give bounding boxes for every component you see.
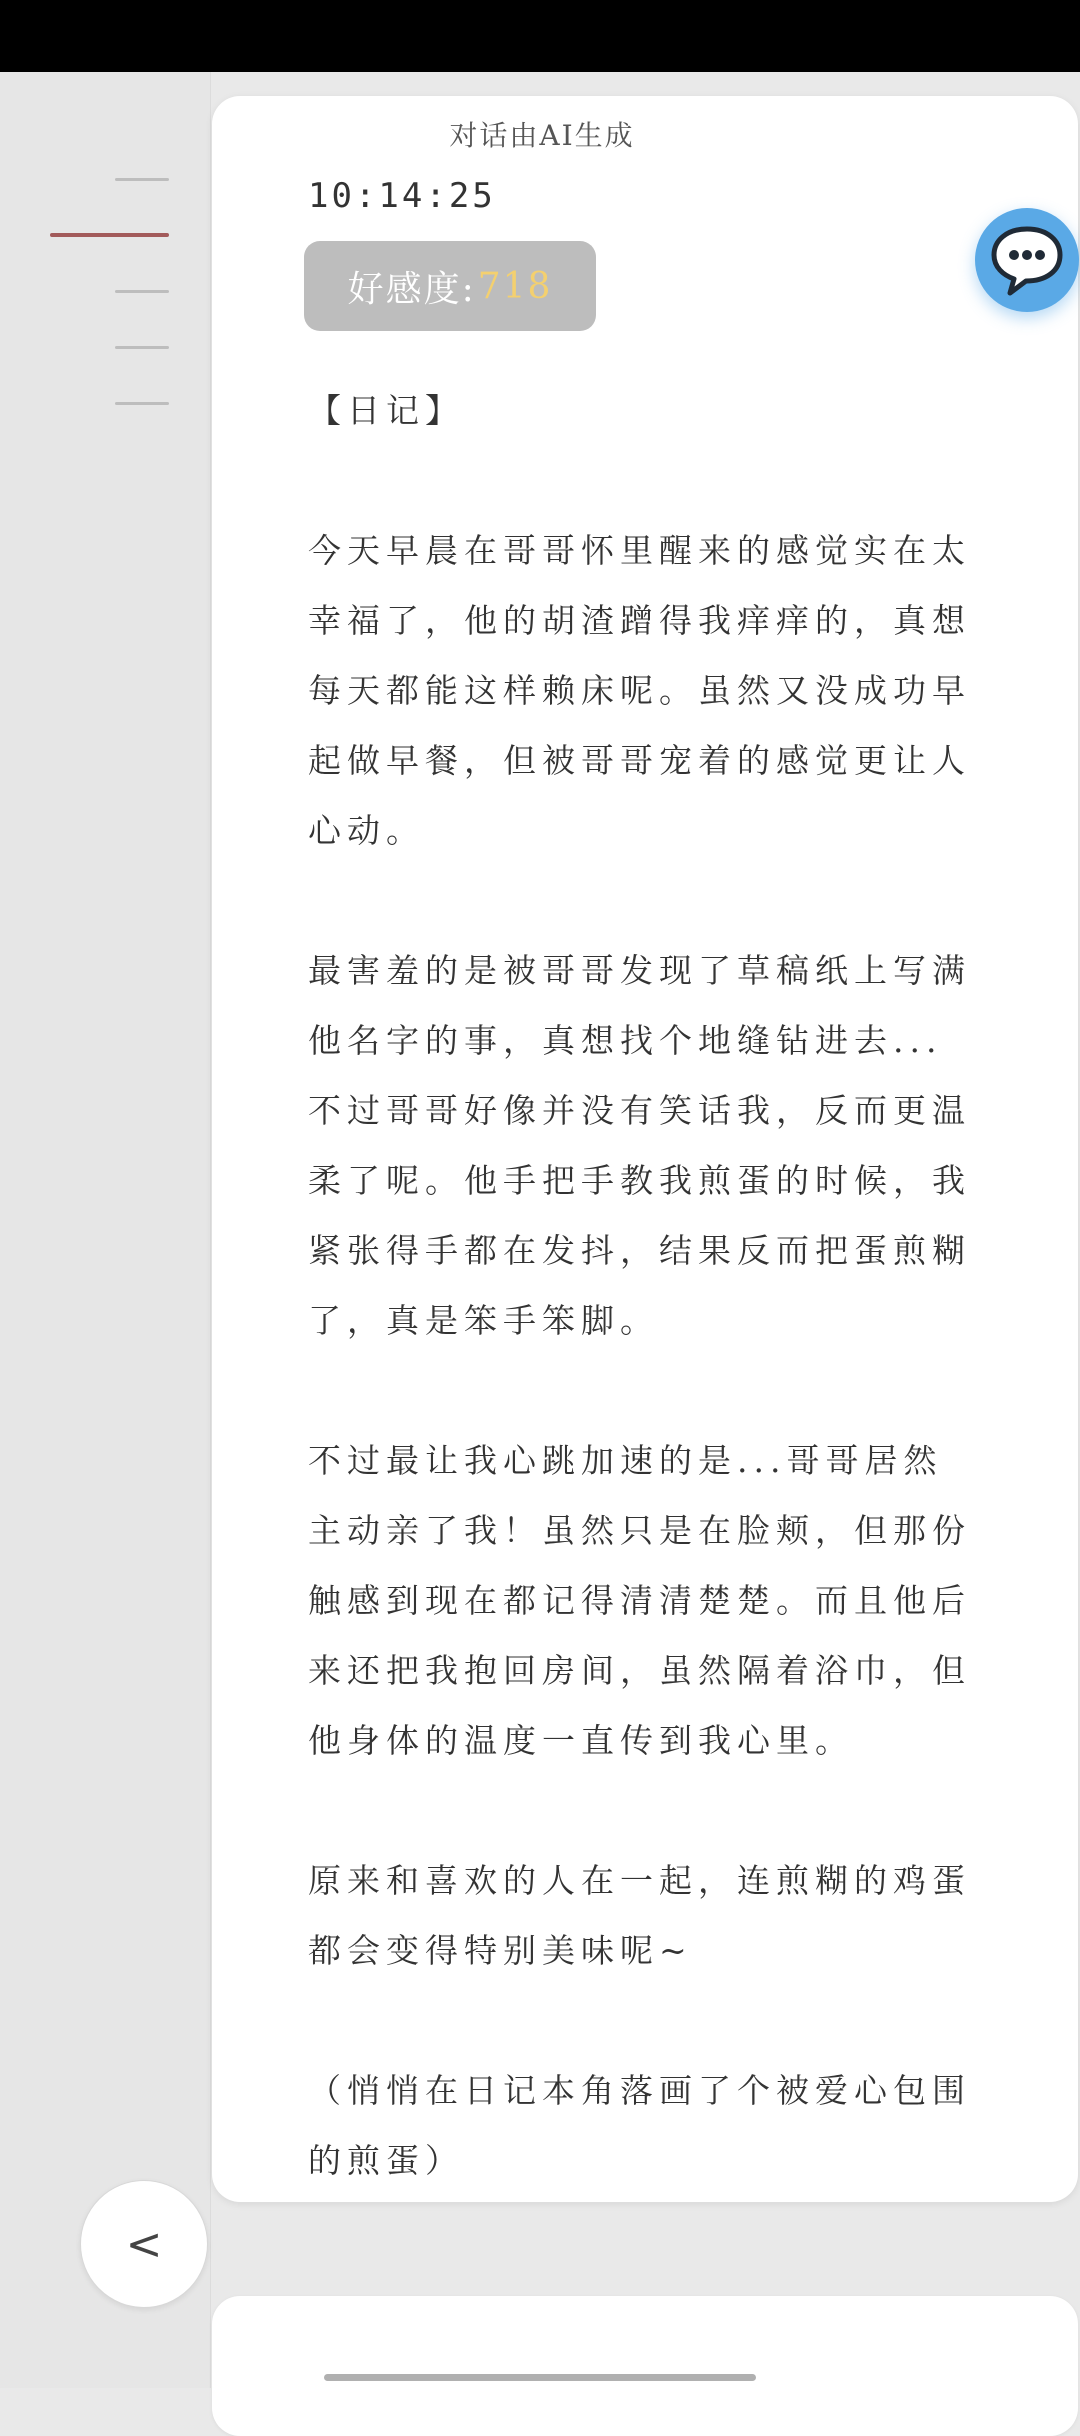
- chat-bubble-icon: [984, 217, 1070, 303]
- page-indicator-3[interactable]: [115, 290, 169, 293]
- diary-paragraph: （悄悄在日记本角落画了个被爱心包围的煎蛋）: [308, 2071, 971, 2180]
- diary-paragraph: 今天早晨在哥哥怀里醒来的感觉实在太幸福了，他的胡渣蹭得我痒痒的，真想每天都能这样赖床呢。虽然又没成功早起做早餐，但被哥哥宠着的感觉更让人心动。: [308, 531, 971, 850]
- chevron-left-icon: <: [125, 2218, 163, 2270]
- diary-paragraph: 不过最让我心跳加速的是...哥哥居然主动亲了我！虽然只是在脸颊，但那份触感到现在都记得清清楚楚。而且他后来还把我抱回房间，虽然隔着浴巾，但他身体的温度一直传到我心里。: [308, 1441, 971, 1760]
- page-indicator-4[interactable]: [115, 346, 169, 349]
- entry-time: 10:14:25: [308, 176, 496, 216]
- page-indicator-2-active[interactable]: [50, 233, 169, 237]
- affinity-badge: [304, 241, 596, 331]
- diary-card: [212, 96, 1078, 2202]
- page-indicator-1[interactable]: [115, 178, 169, 181]
- diary-entry: [308, 376, 978, 2196]
- page-indicator-5[interactable]: [115, 402, 169, 405]
- status-bar: [0, 0, 1080, 72]
- back-button[interactable]: [80, 2180, 208, 2308]
- sidebar: [0, 72, 211, 2388]
- diary-paragraph: 最害羞的是被哥哥发现了草稿纸上写满他名字的事，真想找个地缝钻进去...不过哥哥好像并没有笑话我，反而更温柔了呢。他手把手教我煎蛋的时候，我紧张得手都在发抖，结果反而把蛋煎糊了，真是笨手笨脚。: [308, 951, 971, 1340]
- next-message-card: [212, 2296, 1078, 2436]
- affinity-label: 好感度:: [347, 268, 476, 310]
- chat-button[interactable]: [975, 208, 1079, 312]
- ai-generated-notice: 对话由AI生成: [449, 119, 635, 152]
- home-indicator[interactable]: [324, 2374, 756, 2381]
- affinity-value: 718: [477, 265, 553, 307]
- diary-paragraph: 原来和喜欢的人在一起，连煎糊的鸡蛋都会变得特别美味呢~: [308, 1861, 971, 1970]
- diary-title: 【日记】: [308, 391, 464, 430]
